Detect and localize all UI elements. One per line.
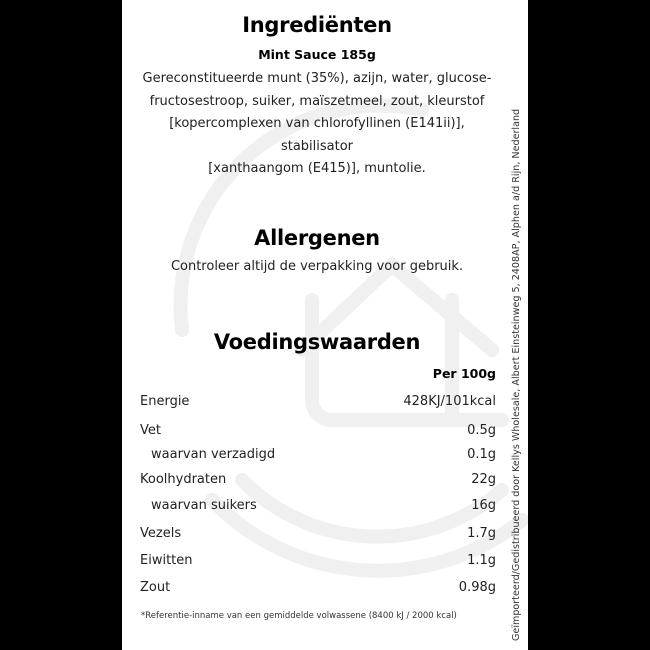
nutrition-title: Voedingswaarden <box>213 330 421 354</box>
ingredients-title: Ingrediënten <box>242 13 392 37</box>
nutrition-row-vezels <box>140 523 496 543</box>
nutrition-label: Energie <box>140 393 190 409</box>
nutrition-value: 22g <box>471 471 496 487</box>
nutrition-row-koolhydraten <box>140 469 496 489</box>
ingredients-line: Gereconstitueerde munt (35%), azijn, water, glucose- <box>142 71 492 86</box>
label-panel <box>122 0 528 650</box>
nutrition-value: 1.7g <box>467 525 496 541</box>
nutrition-row-eiwitten <box>140 550 496 570</box>
product-name: Mint Sauce 185g <box>258 47 376 62</box>
nutrition-row-zout <box>140 577 496 597</box>
nutrition-value: 16g <box>471 497 496 513</box>
nutrition-label: waarvan verzadigd <box>151 446 276 462</box>
nutrition-label: Koolhydraten <box>140 471 227 487</box>
allergens-text: Controleer altijd de verpakking voor gebruik. <box>170 259 464 274</box>
nutrition-label: Eiwitten <box>140 552 193 568</box>
nutrition-value: 0.98g <box>458 579 496 595</box>
ingredients-line: [kopercomplexen van chlorofyllinen (E141ii)], stabilisator <box>169 116 465 154</box>
nutrition-label: waarvan suikers <box>151 497 257 513</box>
nutrition-column-header: Per 100g <box>432 366 496 381</box>
ingredients-line: fructosestroop, suiker, maïszetmeel, zout, kleurstof <box>149 93 485 109</box>
nutrition-label: Zout <box>140 579 171 595</box>
nutrition-value: 0.5g <box>467 422 496 438</box>
nutrition-value: 428KJ/101kcal <box>403 393 496 409</box>
reference-footnote: *Referentie-inname van een gemiddelde volwassene (8400 kJ / 2000 kcal) <box>141 611 457 621</box>
nutrition-row-energie <box>140 391 496 411</box>
allergens-title: Allergenen <box>254 226 380 250</box>
nutrition-value: 0.1g <box>467 446 496 462</box>
ingredients-list <box>136 68 498 181</box>
nutrition-label: Vet <box>140 422 161 438</box>
ingredients-line: [xanthaangom (E415)], muntolie. <box>208 161 426 176</box>
nutrition-label: Vezels <box>140 525 182 541</box>
nutrition-row-vet <box>140 420 496 440</box>
nutrition-row-verzadigd <box>140 444 496 464</box>
nutrition-value: 1.1g <box>467 552 496 568</box>
importer-address: Geïmporteerd/Gedistribueerd door Kellys Wholesale, Albert Einsteinweg 5, 2408AP, Alphen a/d Rijn, Nederland <box>511 108 522 641</box>
nutrition-row-suikers <box>140 495 496 515</box>
